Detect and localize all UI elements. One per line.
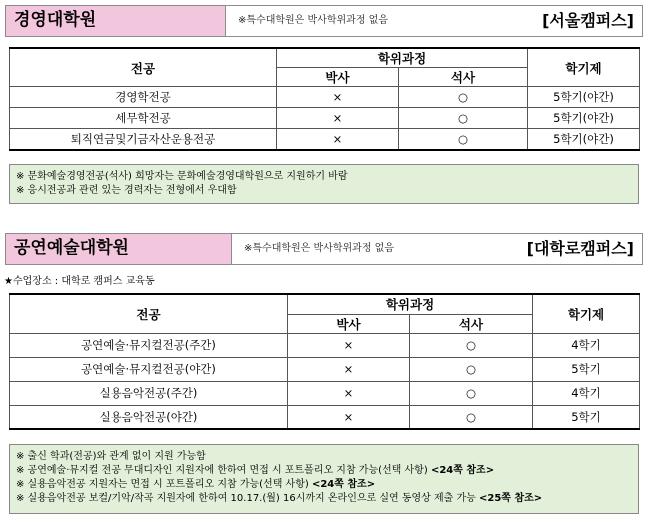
class-location: ★수업장소 : 대학로 캠퍼스 교육동 [4,276,155,287]
term-cell: 5학기(야간) [528,108,640,129]
doctorate-note: ※특수대학원은 박사학위과정 없음 [238,15,388,26]
major-cell: 퇴직연금및기금자산운용전공 [10,129,277,150]
header-doctor: 박사 [277,68,399,87]
header-major: 전공 [10,48,277,87]
note-text: ※ 실용음악전공 보컬/기악/작곡 지원자에 한하여 10.17.(월) 16시까지 온라인으로 실연 동영상 제출 가능 [16,493,480,504]
table-row [10,87,640,108]
graduate-school-title: 경영대학원 [6,6,226,36]
header-term: 학기제 [528,48,640,87]
doctor-cell: × [277,108,399,129]
note-text: ※ 실용음악전공 지원자는 면접 시 포트폴리오 지참 가능(선택 사항) [16,479,312,490]
header-term: 학기제 [533,294,640,333]
master-cell: ○ [410,357,533,381]
major-cell: 공연예술·뮤지컬전공(주간) [10,333,288,357]
header-major: 전공 [10,294,288,333]
major-cell: 세무학전공 [10,108,277,129]
table-row [10,381,640,405]
daehakro-notes-box [9,444,639,514]
doctor-cell: × [288,405,410,429]
note-line: ※ 문화예술경영전공(석사) 희망자는 문화예술경영대학원으로 지원하기 바람 [16,171,348,182]
doctorate-note: ※특수대학원은 박사학위과정 없음 [244,243,394,254]
major-cell: 실용음악전공(주간) [10,381,288,405]
master-cell: ○ [399,87,528,108]
table-row [10,108,640,129]
term-cell: 5학기(야간) [528,87,640,108]
doctor-cell: × [277,87,399,108]
doctor-cell: × [288,357,410,381]
master-cell: ○ [399,108,528,129]
term-cell: 5학기 [533,405,640,429]
campus-label: [대학로캠퍼스] [526,239,634,258]
term-cell: 4학기 [533,381,640,405]
header-master: 석사 [410,314,533,333]
note-line: ※ 응시전공과 관련 있는 경력자는 전형에서 우대함 [16,185,237,196]
header-degree: 학위과정 [277,48,528,68]
term-cell: 5학기 [533,357,640,381]
doctor-cell: × [288,333,410,357]
table-row [10,405,640,429]
master-cell: ○ [410,333,533,357]
seoul-program-table [9,47,640,151]
term-cell: 5학기(야간) [528,129,640,150]
master-cell: ○ [410,381,533,405]
seoul-notes-box [9,164,639,204]
note-line [16,450,632,464]
page-reference: <24쪽 참조> [311,479,376,490]
note-line [16,492,632,506]
major-cell: 공연예술·뮤지컬전공(야간) [10,357,288,381]
page-reference: <24쪽 참조> [430,465,495,476]
major-cell: 실용음악전공(야간) [10,405,288,429]
header-doctor: 박사 [288,314,410,333]
daehakro-section-header [5,233,643,265]
table-row [10,129,640,150]
header-degree: 학위과정 [288,294,533,314]
header-master: 석사 [399,68,528,87]
note-text: ※ 공연예술·뮤지컬 전공 무대디자인 지원자에 한하여 면접 시 포트폴리오 지참 가능(선택 사항) [16,465,431,476]
major-cell: 경영학전공 [10,87,277,108]
page-reference: <25쪽 참조> [479,493,543,504]
daehakro-program-table [9,293,640,430]
campus-label: [서울캠퍼스] [542,11,634,30]
master-cell: ○ [399,129,528,150]
table-row [10,357,640,381]
master-cell: ○ [410,405,533,429]
seoul-section-header [5,5,643,37]
graduate-school-title: 공연예술대학원 [6,234,232,264]
doctor-cell: × [277,129,399,150]
note-text: ※ 출신 학과(전공)와 관계 없이 지원 가능함 [16,451,206,462]
note-line [16,478,632,492]
term-cell: 4학기 [533,333,640,357]
doctor-cell: × [288,381,410,405]
table-row [10,333,640,357]
note-line [16,464,632,478]
